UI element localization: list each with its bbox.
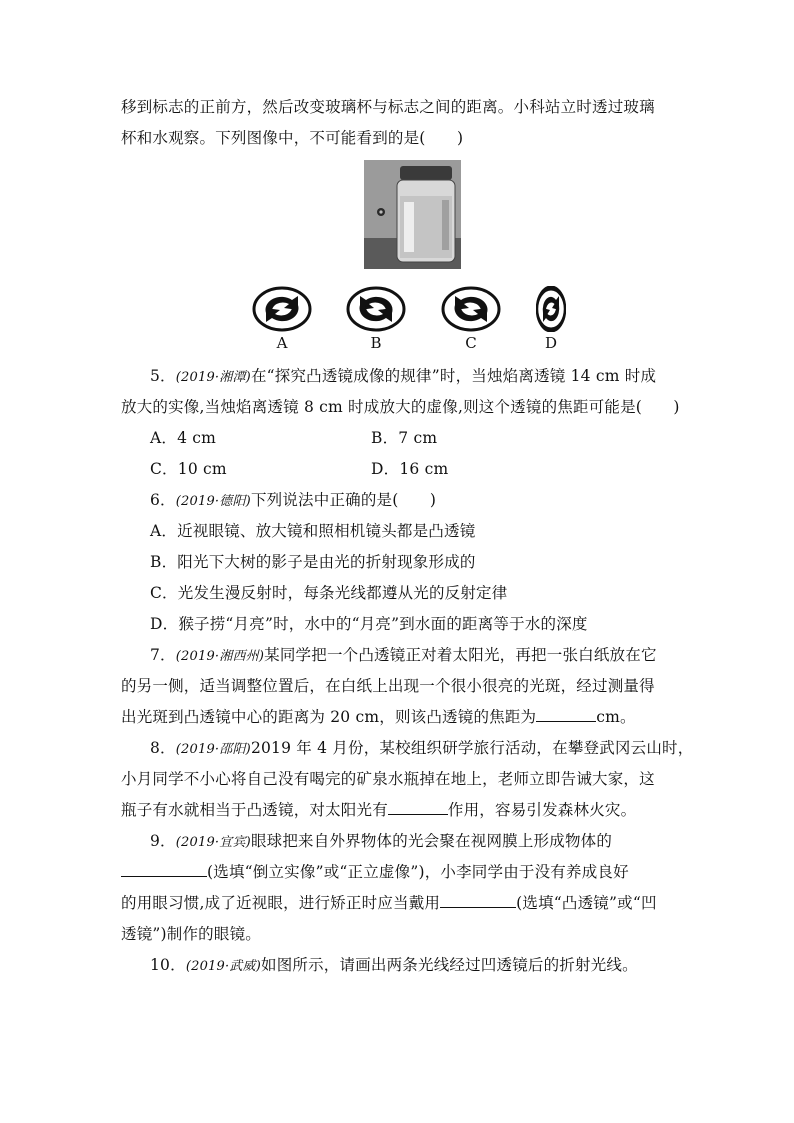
- q5-option-d: D．16 cm: [371, 460, 449, 478]
- q7-text3a: 出光斑到凸透镜中心的距离为 20 cm，则该凸透镜的焦距为: [121, 708, 537, 726]
- q7-number: 7．: [150, 646, 176, 664]
- recycle-symbol-c: [441, 286, 501, 332]
- q6-option-d: D．猴子捞“月亮”时，水中的“月亮”到水面的距离等于水的深度: [150, 615, 588, 633]
- q10-text: 如图所示，请画出两条光线经过凹透镜后的折射光线。: [261, 956, 638, 974]
- q9-line3: [121, 891, 657, 915]
- q6-option-a: A．近视眼镜、放大镜和照相机镜头都是凸透镜: [150, 522, 476, 540]
- q7-text3b: cm。: [596, 708, 636, 726]
- q5-line2: 放大的实像,当烛焰离透镜 8 cm 时成放大的虚像,则这个透镜的焦距可能是( ): [121, 398, 680, 416]
- q5-source: (2019·湘潭): [175, 370, 251, 385]
- q6-stem: [150, 488, 436, 514]
- q9-line2: [121, 860, 629, 884]
- glass-jar-photo: [364, 160, 461, 269]
- q6-option-c: C．光发生漫反射时，每条光线都遵从光的反射定律: [150, 584, 508, 602]
- q8-text1: 2019 年 4 月份，某校组织研学旅行活动，在攀登武冈云山时，: [250, 739, 694, 757]
- q8-text3a: 瓶子有水就相当于凸透镜，对太阳光有: [121, 801, 388, 819]
- q7-line2: 的另一侧，适当调整位置后，在白纸上出现一个很小很亮的光斑，经过测量得: [121, 677, 655, 695]
- q4-intro-line1: 移到标志的正前方，然后改变玻璃杯与标志之间的距离。小科站立时透过玻璃: [121, 98, 655, 116]
- q7-answer-blank[interactable]: [536, 707, 596, 722]
- q8-line1: [150, 736, 693, 762]
- q5-option-b: B．7 cm: [371, 429, 438, 447]
- q7-line1: [150, 643, 657, 669]
- recycle-symbol-d: [536, 286, 566, 332]
- q9-source: (2019·宜宾): [175, 835, 251, 850]
- q8-line2: 小月同学不小心将自己没有喝完的矿泉水瓶掉在地上，老师立即告诫大家，这: [121, 770, 655, 788]
- recycle-symbol-b: [346, 286, 406, 332]
- q5-text1: 在“探究凸透镜成像的规律”时，当烛焰离透镜 14 cm 时成: [250, 367, 657, 385]
- q8-text3b: 作用，容易引发森林火灾。: [447, 801, 637, 819]
- q7-line3: [121, 705, 636, 729]
- q9-answer-blank-2[interactable]: [440, 893, 516, 908]
- q8-source: (2019·邵阳): [175, 742, 251, 757]
- q6-text: 下列说法中正确的是( ): [250, 491, 437, 509]
- q5-option-c: C．10 cm: [150, 460, 227, 478]
- q8-line3: [121, 798, 636, 822]
- q5-number: 5．: [150, 367, 176, 385]
- q4-intro-line2: 杯和水观察。下列图像中，不可能看到的是( ): [121, 129, 464, 147]
- q9-text3a: 的用眼习惯,成了近视眼，进行矫正时应当戴用: [121, 894, 441, 912]
- q9-text3b: (选填“凸透镜”或“凹: [516, 894, 657, 912]
- q7-text1: 某同学把一个凸透镜正对着太阳光，再把一张白纸放在它: [264, 646, 657, 664]
- symbol-label-c: C: [465, 334, 477, 352]
- q9-text2: (选填“倒立实像”或“正立虚像”)，小李同学由于没有养成良好: [207, 863, 629, 881]
- q9-line1: [150, 829, 612, 855]
- q8-number: 8．: [150, 739, 176, 757]
- q6-source: (2019·德阳): [175, 494, 251, 509]
- symbol-label-b: B: [370, 334, 382, 352]
- q6-option-b: B．阳光下大树的影子是由光的折射现象形成的: [150, 553, 476, 571]
- symbol-label-d: D: [544, 334, 558, 352]
- q9-number: 9．: [150, 832, 176, 850]
- symbol-label-a: A: [276, 334, 288, 352]
- q10-source: (2019·武威): [185, 959, 261, 974]
- q10-stem: [150, 953, 638, 979]
- q5-option-a: A．4 cm: [150, 429, 217, 447]
- q9-answer-blank-1[interactable]: [121, 862, 207, 877]
- q7-source: (2019·湘西州): [175, 649, 265, 664]
- q8-answer-blank[interactable]: [388, 800, 448, 815]
- q9-text1: 眼球把来自外界物体的光会聚在视网膜上形成物体的: [250, 832, 613, 850]
- q10-number: 10．: [150, 956, 186, 974]
- q9-line4: 透镜”)制作的眼镜。: [121, 925, 261, 943]
- q5-line1: [150, 364, 656, 390]
- q6-number: 6．: [150, 491, 176, 509]
- recycle-symbol-a: [252, 286, 312, 332]
